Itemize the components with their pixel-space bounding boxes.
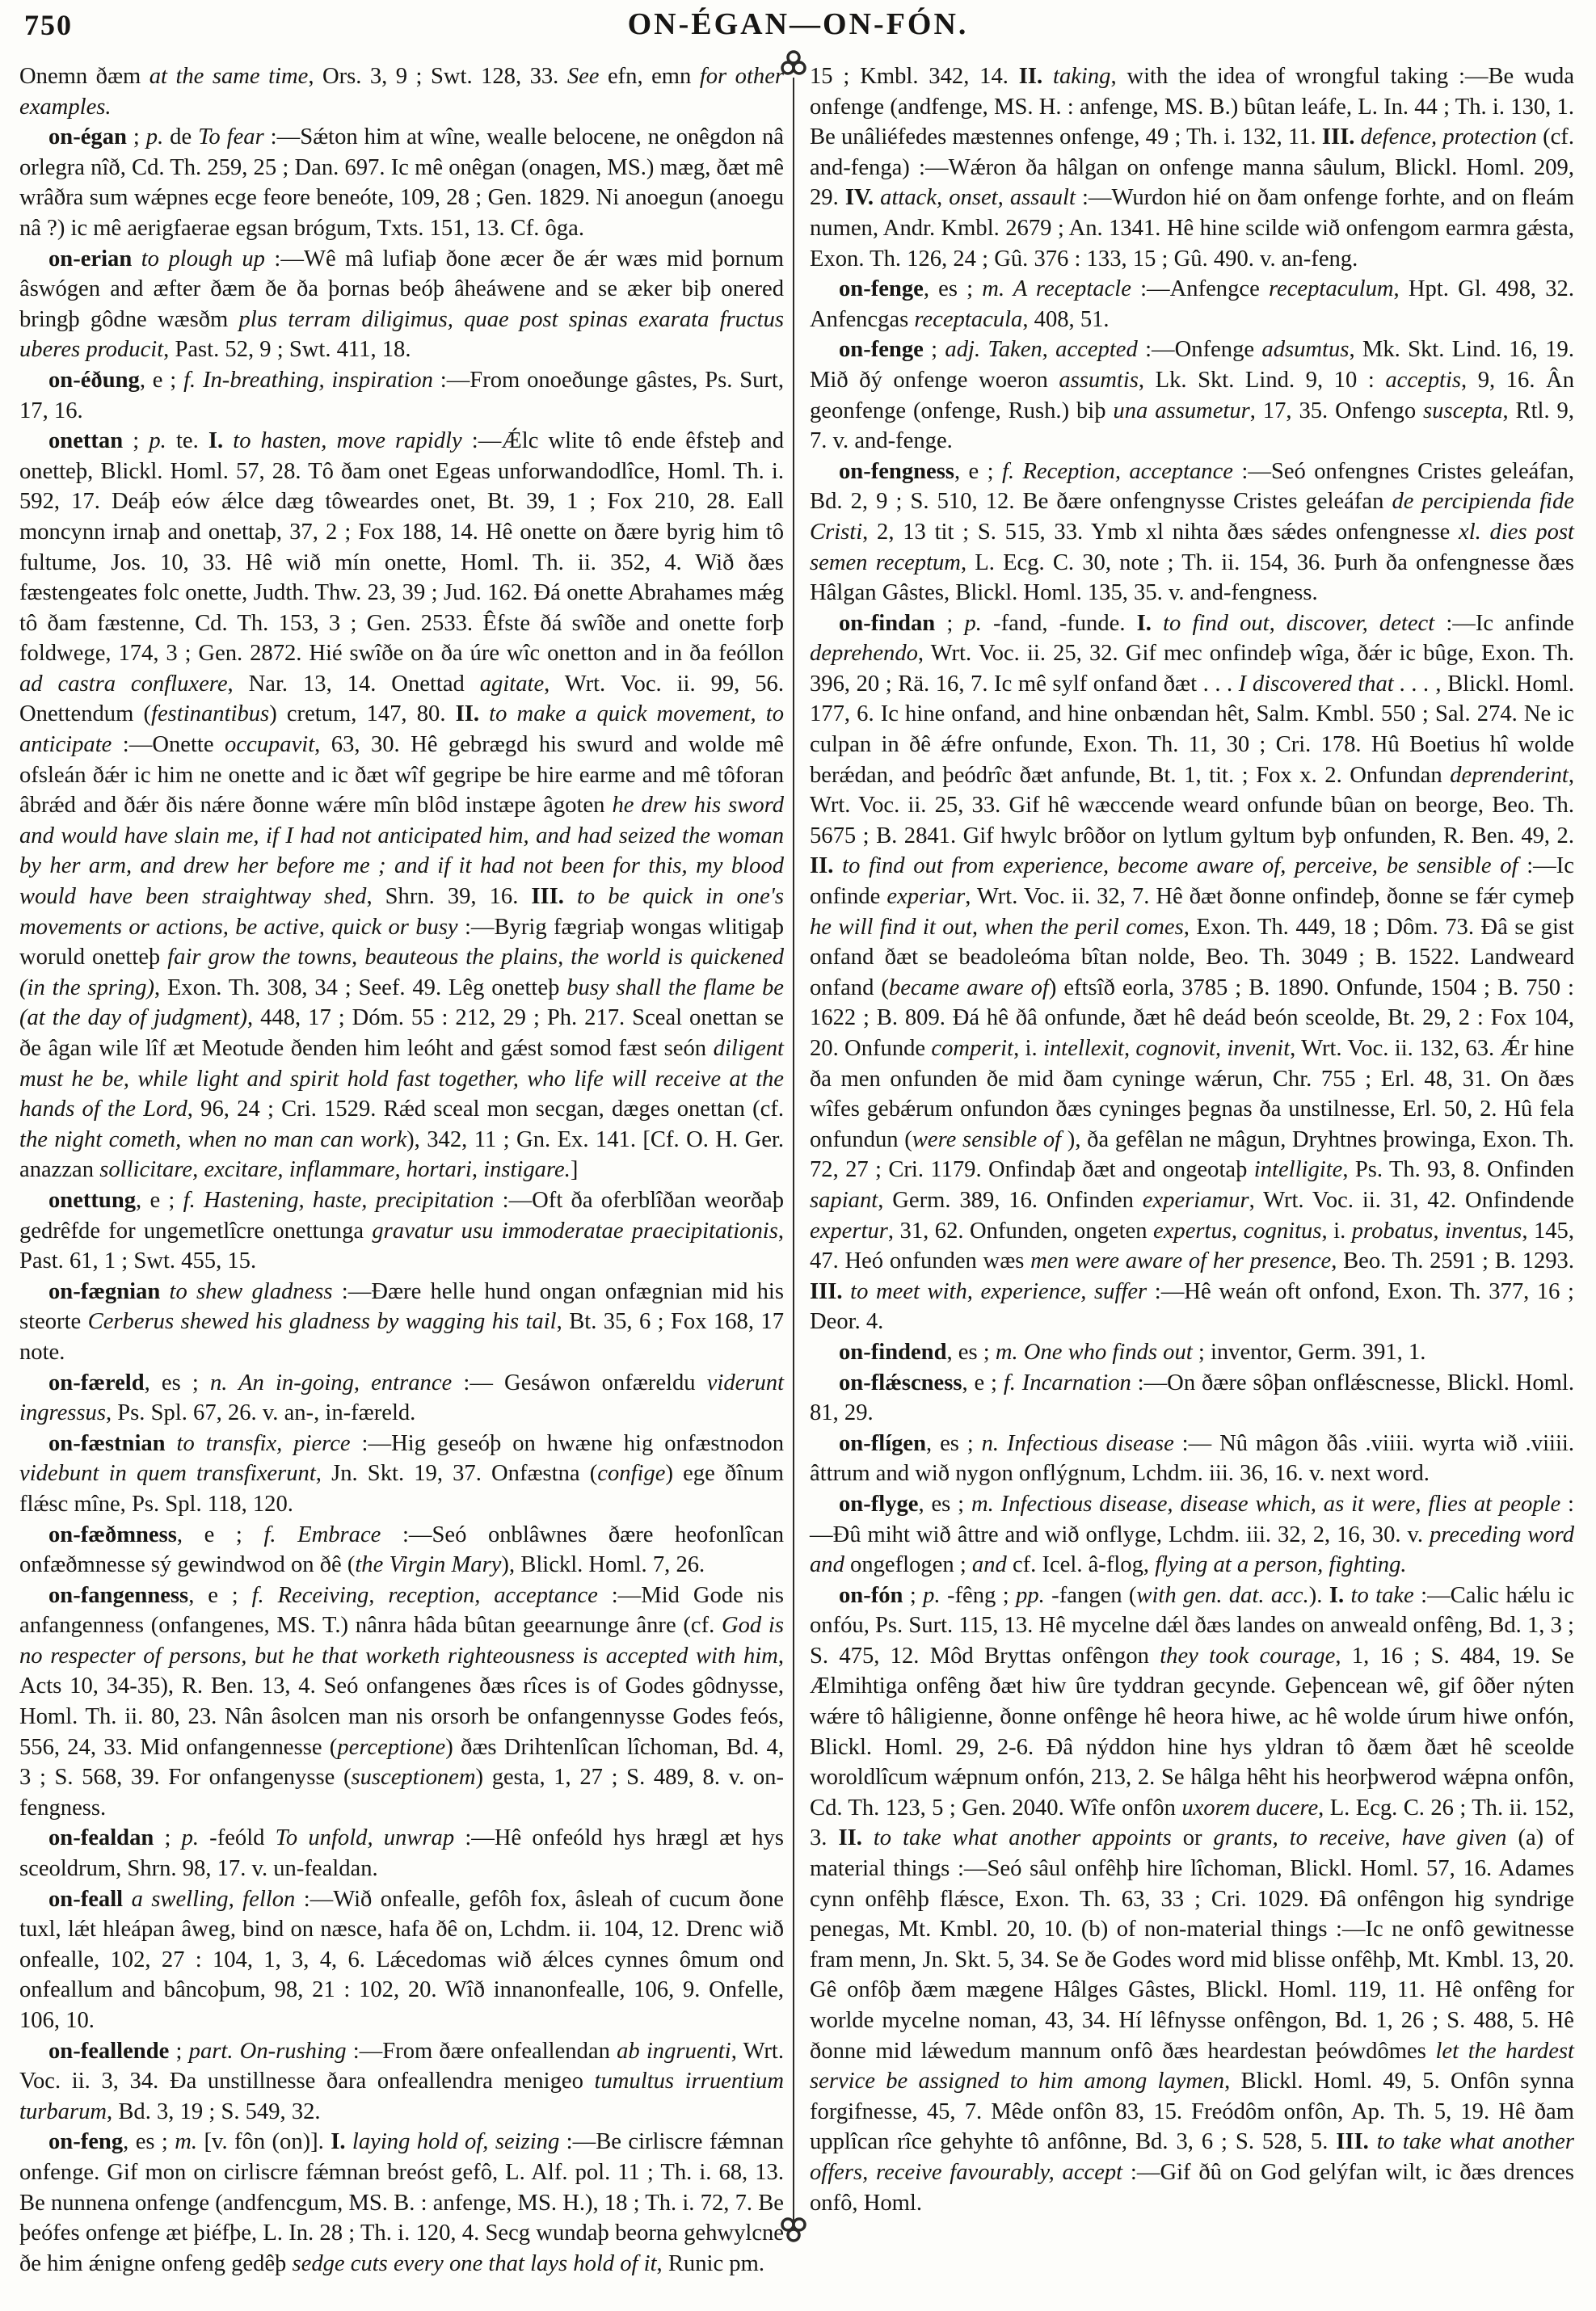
dictionary-entry: on-findend, es ; m. One who finds out ; inventor, Germ. 391, 1. [839,1339,1426,1365]
dictionary-entry: on-fengness, e ; f. Reception, acceptance :—Seó onfengnes Cristes geleáfan, Bd. 2, 9 ; S. 510, 12. Be ðære onfengnysse Cristes geleáfan de percipienda fide Cristi, 2, 13 tit ; S. 515, 33. Ymb xl nihta ðæs sǽdes onfengnesse xl. dies post semen receptum, L. Ecg. C. 30, note ; Th. ii. 154, 36. Þurh ða onfengnesse ðæs Hâlgan Gâstes, Blickl. Homl. 135, 35. v. and-fengness. [810,458,1575,606]
dictionary-entry: on-fealdan ; p. -feóld To unfold, unwrap :—Hê onfeóld hys hrægl æt hys sceoldrum, Shrn. 98, 17. v. un-fealdan. [19,1825,784,1882]
dictionary-entry: Onemn ðæm at the same time, Ors. 3, 9 ; Swt. 128, 33. See efn, emn for other examples. [19,64,785,120]
dictionary-entry: on-flyge, es ; m. Infectious disease, disease which, as it were, flies at people :—Ðû miht wið âttre and wið onflyge, Lchdm. iii. 32, 2, 16, 30. v. preceding word and ongeflogen ; and cf. Icel. â-flog, flying at a person, fighting. [810,1491,1575,1578]
dictionary-entry: on-findan ; p. -fand, -funde. I. to find out, discover, detect :—Ic anfinde deprehendo, Wrt. Voc. ii. 25, 32. Gif mec onfindeþ wîga, ðǽr ic bûge, Exon. Th. 396, 20 ; Rä. 16, 7. Ic mê sylf onfand ðæt . . . I discovered that . . . , Blickl. Homl. 177, 6. Ic hine onfand, and hine onbændan hêt, Salm. Kmbl. 550 ; Sal. 274. Ne ic culpan in ðê ǽfre onfunde, Exon. Th. 11, 30 ; Cri. 178. Hû Boetius hî wolde berǽdan, and þeódrîc ðæt anfunde, Bt. 1, tit. ; Fox x. 2. Onfundan deprenderint, Wrt. Voc. ii. 25, 33. Gif hê wæccende weard onfunde bûan on beorge, Beo. Th. 5675 ; B. 2841. Gif hwylc brôðor on lytlum gyltum byþ onfunden, R. Ben. 49, 2. II. to find out from experience, become aware of, perceive, be sensible of :—Ic onfinde experiar, Wrt. Voc. ii. 32, 7. Hê ðæt ðonne onfindeþ, ðonne se fǽr cymeþ he will find it out, when the peril comes, Exon. Th. 449, 18 ; Dôm. 73. Ðâ se gist onfand ðæt se beadoleóma bîtan nolde, Beo. Th. 3049 ; B. 1522. Landweard onfand (became aware of) eftsîð eorla, 3785 ; B. 1890. Onfunde, 1504 ; B. 750 : 1622 ; B. 809. Ðá hê ðâ onfunde, ðæt hê deád beón sceolde, Bt. 29, 2 : Fox 104, 20. Onfunde comperit, i. intellexit, cognovit, invenit, Wrt. Voc. ii. 132, 63. Ǽr hine ða men onfunden ðe mid ðam cyninge wǽrun, Chr. 755 ; Erl. 48, 31. On ðæs wîfes gebǽrum onfundon ðæs cyninges þegnas ða unstilnesse, Erl. 50, 2. Hû fela onfundun (were sensible of ), ða gefêlan ne mâgun, Dryhtnes þrowinga, Exon. Th. 72, 27 ; Cri. 1179. Onfindaþ ðæt and ongeotaþ intelligite, Ps. Th. 93, 8. Onfinden sapiant, Germ. 389, 16. Onfinden experiamur, Wrt. Voc. ii. 31, 42. Onfindende expertur, 31, 62. Onfunden, ongeten expertus, cognitus, i. probatus, inventus, 145, 47. Heó onfunden wæs men were aware of her presence, Beo. Th. 2591 ; B. 1293. III. to meet with, experience, suffer :—Hê weán oft onfond, Exon. Th. 377, 16 ; Deor. 4. [810,610,1575,1335]
dictionary-entry: on-fón ; p. -fêng ; pp. -fangen (with gen. dat. acc.). I. to take :—Calic hǽlu ic onfóu, Ps. Surt. 115, 13. Hê mycelne dǽl ðæs landes on anweald onfêng, Bd. 1, 3 ; S. 475, 12. Môd Bryttas onfêngon they took courage, 1, 16 ; S. 484, 19. Se Ælmihtiga onfêng ðæt hiw ûre tyddran gecynde. Geþencean wê, gif ôðer nýten wǽre tô hâligienne, ðonne onfênge hê heora hiwe, ac hê wolde úrum hiwe onfón, Blickl. Homl. 29, 2-6. Ðâ nýddon hine hys yldran tô ðæm ðæt hê sceolde woroldlîcum wǽpnum onfón, 213, 2. Se hâlga hêht his heorþwerod wǽpna onfôn, Cd. Th. 123, 5 ; Gen. 2040. Wîfe onfôn uxorem ducere, L. Ecg. C. 26 ; Th. ii. 152, 3. II. to take what another appoints or grants, to receive, have given (a) of material things :—Seó sâul onfêhþ hire lîchoman, Blickl. Homl. 57, 16. Adames cynn onfêhþ flǽsce, Exon. Th. 63, 33 ; Cri. 1029. Ðâ onfêngon hig syndrige penegas, Mt. Kmbl. 20, 10. (b) of non-material things :—Ic ne onfô gewitnesse fram menn, Jn. Skt. 5, 34. Se ðe Godes word mid blisse onfêhþ, Mt. Kmbl. 13, 20. Gê onfôþ ðæm mægene Hâlges Gâstes, Blickl. Homl. 119, 11. Hê onfêng for worlde mycelne noman, 43, 34. Hí lêfnysse onfêngon, Bd. 1, 26 ; S. 488, 5. Hê ðonne mid lǽwedum mannum onfô ðæs heardestan þeówdômes let the hardest service be assigned to him among laymen, Blickl. Homl. 49, 5. Onfôn synna forgifnesse, 45, 7. Mêde onfôn 83, 15. Freódôm onfôn, Ap. Th. 5, 19. Hê ðam upplîcan rîce gehyhte tô anfônne, Bd. 3, 6 ; S. 528, 5. III. to take what another offers, receive favourably, accept :—Gif ðû on God gelýfan wilt, ic ðæs drences onfô, Homl. [810,1582,1575,2216]
dictionary-entry: on-fenge, es ; m. A receptacle :—Anfengce receptaculum, Hpt. Gl. 498, 32. Anfencgas receptacula, 408, 51. [810,276,1574,332]
dictionary-entry: on-feng, es ; m. [v. fôn (on)]. I. laying hold of, seizing :—Be cirliscre fǽmnan onfenge. Gif mon on cirliscre fǽmnan breóst gefô, L. Alf. pol. 11 ; Th. i. 68, 13. Be nunnena onfenge (andfencgum, MS. B. : anfenge, MS. H.), 18 ; Th. i. 72, 7. Be þeófes onfenge æt þiéfþe, L. In. 28 ; Th. i. 120, 4. Secg wundaþ beorna gehwylcne ðe him ǽnigne onfeng gedêþ sedge cuts every one that lays hold of it, Runic pm. [19,2129,784,2276]
dictionary-entry: on-fenge ; adj. Taken, accepted :—Onfenge adsumtus, Mk. Skt. Lind. 16, 19. Mið ðý onfenge woeron assumtis, Lk. Skt. Lind. 9, 10 : acceptis, 9, 16. Ân geonfenge (onfenge, Rush.) biþ una assumetur, 17, 35. Onfengo suscepta, Rtl. 9, 7. v. and-fenge. [810,337,1575,454]
dictionary-entry: onettan ; p. te. I. to hasten, move rapidly :—Ǽlc wlite tô ende êfsteþ and onetteþ, Blickl. Homl. 57, 28. Tô ðam onet Egeas unforwandodlîce, Homl. Th. i. 592, 17. Deáþ eów ǽlce dæg tôweardes onet, Bt. 39, 1 ; Fox 210, 28. Eall moncynn irnaþ and onettaþ, 37, 2 ; Fox 188, 14. Hê onette on ðære byrig him tô fultume, Jos. 10, 33. Hê wið mín onette, Homl. Th. ii. 352, 4. Wið ðæs fæstengeates folc onette, Judth. Thw. 23, 39 ; Jud. 162. Ðá onette Abrahames mǽg tô ðam fæstenne, Cd. Th. 153, 3 ; Gen. 2533. Êfste ðá swîðe and onette forþ foldwege, 174, 3 ; Gen. 2872. Hié swîðe on ða úre wîc onetton and in ða feóllon ad castra confluxere, Nar. 13, 14. Onettad agitate, Wrt. Voc. ii. 99, 56. Onettendum (festinantibus) cretum, 147, 80. II. to make a quick movement, to anticipate :—Onette occupavit, 63, 30. Hê gebrægd his swurd and wolde mê ofsleán ðǽr ic him ne onette and ic ðæt wîf gegripe be hire earme and mê tôforan âbrǽd and ðǽr ðis nǽre ðonne wǽre mîn blôd instæpe âgoten he drew his sword and would have slain me, if I had not anticipated him, and had seized the woman by her arm, and drew her before me ; and if it had not been for this, my blood would have been straightway shed, Shrn. 39, 16. III. to be quick in one's movements or actions, be active, quick or busy :—Byrig fægriaþ wongas wlitigaþ woruld onetteþ fair grow the towns, beauteous the plains, the world is quickened (in the spring), Exon. Th. 308, 34 ; Seef. 49. Lêg onetteþ busy shall the flame be (at the day of judgment), 448, 17 ; Dóm. 55 : 212, 29 ; Ph. 217. Sceal onettan se ðe âgan wile lîf æt Meotude ðenden him leóht and gǽst somod fæst seón diligent must he be, while light and spirit hold fast together, who life will receive at the hands of the Lord, 96, 24 ; Cri. 1529. Rǽd sceal mon secgan, dæges onettan (cf. the night cometh, when no man can work), 342, 11 ; Gn. Ex. 141. [Cf. O. H. Ger. anazzan sollicitare, excitare, inflammare, hortari, instigare.] [19,428,785,1183]
dictionary-entry: on-égan ; p. de To fear :—Sǽton him at wîne, wealle belocene, ne onêgdon nâ orlegra nîð, Cd. Th. 259, 25 ; Dan. 697. Ic mê onêgan (onagen, MS.) mæg, ðæt mê wrâðra sum wǽpnes ecge feore beneóte, 109, 28 ; Gen. 1829. Ni anoegun (anoegu nâ ?) ic mê aerigfaerae egsan brógum, Txts. 151, 13. Cf. ôga. [19,124,784,241]
page-header-title: ON-ÉGAN—ON-FÓN. [627,7,969,41]
dictionary-entry: on-feall a swelling, fellon :—Wið onfealle, gefôh fox, âsleah of cucum ðone tuxl, lǽt hleápan âweg, bind on næsce, hafa ðê on, Lchdm. ii. 104, 12. Drenc wið onfealle, 102, 27 : 104, 1, 3, 4, 6. Lǽcedomas wið ǽlces cynnes ômum ond onfeallum and bâncoþum, 98, 21 : 102, 20. Wîð innanonfealle, 106, 9. Onfelle, 106, 10. [19,1886,784,2033]
dictionary-entry: on-erian to plough up :—Wê mâ lufiaþ ðone æcer ðe ǽr wæs mid þornum âswógen and æfter ðæm ðe ða þornas beóþ âheáwene and se æker biþ onered bringþ gôdne wæsðm plus terram diligimus, quae post spinas exarata fructus uberes producit, Past. 52, 9 ; Swt. 411, 18. [19,246,784,363]
dictionary-entry: on-færeld, es ; n. An in-going, entrance :— Gesáwon onfæreldu viderunt ingressus, Ps. Spl. 67, 26. v. an-, in-færeld. [19,1370,785,1426]
dictionary-entry: on-fægnian to shew gladness :—Ðære helle hund ongan onfægnian mid his steorte Cerberus shewed his gladness by wagging his tail, Bt. 35, 6 ; Fox 168, 17 note. [19,1278,785,1365]
trefoil-finial-bottom-icon [781,2216,806,2245]
dictionary-entry: on-fæstnian to transfix, pierce :—Hig geseóþ on hwæne hig onfæstnodon videbunt in quem transfixerunt, Jn. Skt. 19, 37. Onfæstna (confige) ege ðînum flǽsc mîne, Ps. Spl. 118, 120. [19,1430,784,1517]
left-column [19,61,784,2279]
right-column [810,61,1574,2218]
dictionary-entry: on-feallende ; part. On-rushing :—From ðære onfeallendan ab ingruenti, Wrt. Voc. ii. 3, 34. Ða unstillnesse ðara onfeallendra menigeo tumultus irruentium turbarum, Bd. 3, 19 ; S. 549, 32. [19,2038,785,2124]
dictionary-entry: on-éðung, e ; f. In-breathing, inspiration :—From onoeðunge gâstes, Ps. Surt, 17, 16. [19,367,785,423]
dictionary-entry: on-fangenness, e ; f. Receiving, reception, acceptance :—Mid Gode nis anfangenness (onfangenes, MS. T.) nânra hâda bûtan geearnunge ânre (cf. God is no respecter of persons, but he that worketh righteousness is accepted with him, Acts 10, 34-35), R. Ben. 13, 4. Seó onfangenes ðæs rîces is of Godes gôdnysse, Homl. Th. ii. 80, 23. Nân âsolcen man nis orsorh be onfangennysse Godes feós, 556, 24, 33. Mid onfangennesse (perceptione) ðæs Drihtenlîcan lîchoman, Bd. 4, 3 ; S. 568, 39. For onfangenysse (susceptionem) gesta, 1, 27 ; S. 489, 8. v. on-fengness. [19,1582,785,1821]
dictionary-entry: 15 ; Kmbl. 342, 14. II. taking, with the idea of wrongful taking :—Be wuda onfenge (andfenge, MS. H. : anfenge, MS. B.) bûtan leáfe, L. In. 44 ; Th. i. 130, 1. Be unâliéfedes mæstennes onfenge, 49 ; Th. i. 132, 11. III. defence, protection (cf. and-fenga) :—Wǽron ða hâlgan on onfenge manna sâulum, Blickl. Homl. 209, 29. IV. attack, onset, assault :—Wurdon hié on ðam onfenge forhte, and on fleám numen, Andr. Kmbl. 2679 ; An. 1341. Hê hine scilde wið onfengom earmra gǽsta, Exon. Th. 126, 24 ; Gû. 376 : 133, 15 ; Gû. 490. v. an-feng. [810,64,1575,272]
dictionary-entry: onettung, e ; f. Hastening, haste, precipitation :—Oft ða oferblîðan weorðaþ gedrêfde for ungemetlîcre onettunga gravatur usu immoderatae praecipitationis, Past. 61, 1 ; Swt. 455, 15. [19,1187,785,1274]
dictionary-entry: on-flǽscness, e ; f. Incarnation :—On ðære sôþan onflǽscnesse, Blickl. Homl. 81, 29. [810,1370,1574,1426]
page-number: 750 [24,9,73,41]
trefoil-finial-top-icon [781,50,806,79]
column-divider-rule [793,78,794,2220]
dictionary-entry: on-flígen, es ; n. Infectious disease :— Nû mâgon ðâs .viiii. wyrta wið .viiii. âttrum and wið nygon onflýgnum, Lchdm. iii. 36, 16. v. next word. [810,1430,1574,1487]
dictionary-entry: on-fæðmness, e ; f. Embrace :—Seó onblâwnes ðære heofonlîcan onfæðmnesse sý gewindwod on ðê (the Virgin Mary), Blickl. Homl. 7, 26. [19,1522,784,1578]
